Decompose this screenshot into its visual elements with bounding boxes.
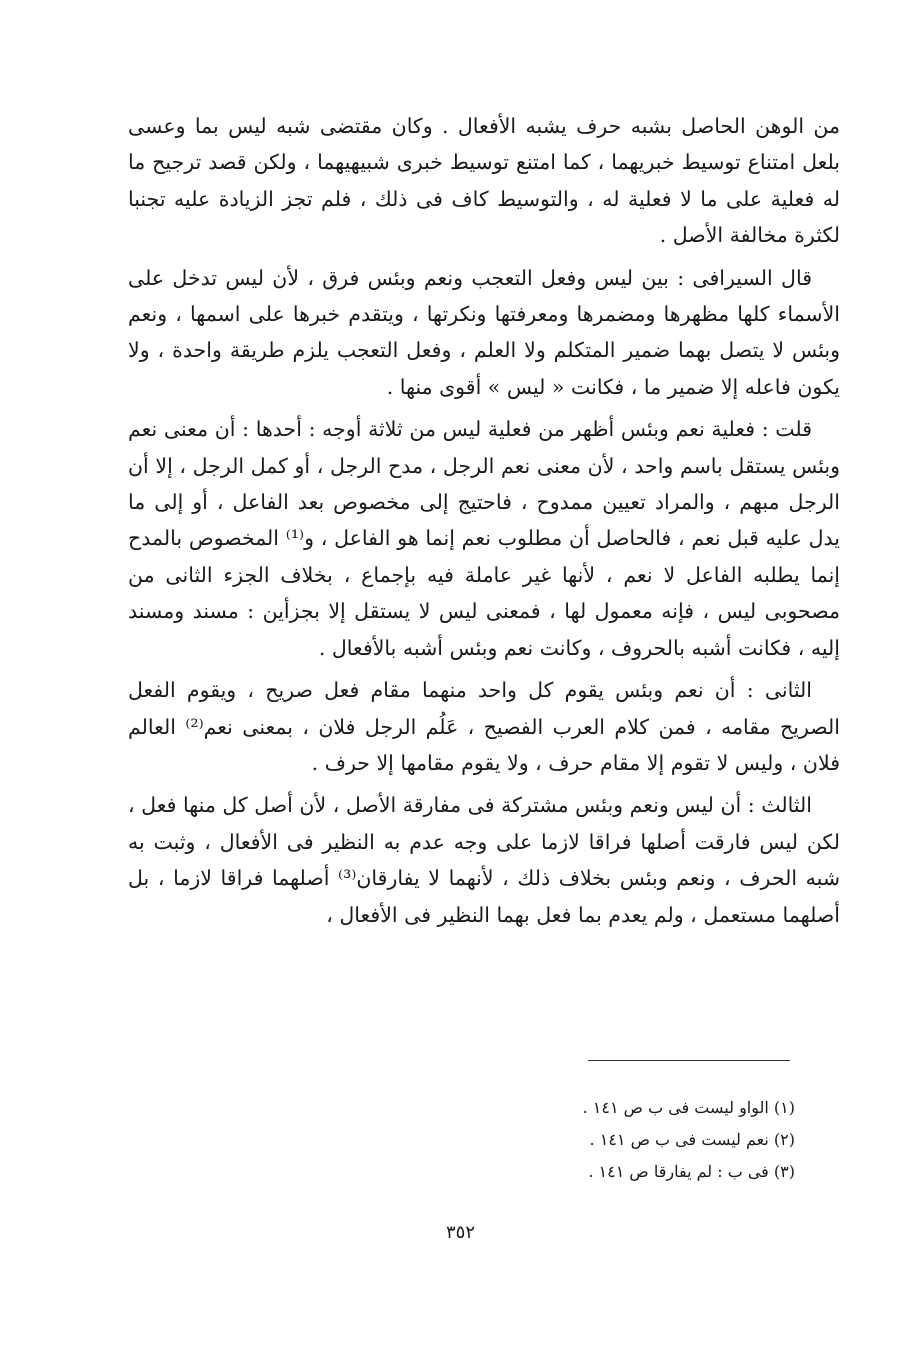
paragraph: الثانى : أن نعم وبئس يقوم كل واحد منهما مقام فعل صريح ، ويقوم الفعل الصريح مقامه ، فمن كلام العرب الفصيح ، عَلُم الرجل فلان ، بمعنى نعم⁽²⁾ العالم فلان ، وليس لا تقوم إلا مقام حرف ، ولا يقوم مقامها إلا حرف .: [128, 678, 840, 775]
footnote-1: (١) الواو ليست فى ب ص ١٤١ .: [582, 1098, 795, 1117]
page-number: ٣٥٢: [445, 1222, 475, 1243]
footnote-3: (٣) فى ب : لم يفارقا ص ١٤١ .: [588, 1162, 795, 1181]
footnotes: [195, 1092, 795, 1188]
footnote-divider: [588, 1060, 790, 1061]
main-text: [128, 108, 840, 933]
paragraph: من الوهن الحاصل بشبه حرف يشبه الأفعال . وكان مقتضى شبه ليس بما وعسى بلعل امتناع توسيط خبريهما ، كما امتنع توسيط خبرى شبيهيهما ، ولكن قصد ترجيح ما له فعلية على ما لا فعلية له ، والتوسيط كاف فى ذلك ، فلم تجز الزيادة عليه تجنبا لكثرة مخالفة الأصل .: [128, 114, 840, 248]
paragraph: قلت : فعلية نعم وبئس أظهر من فعلية ليس من ثلاثة أوجه : أحدها : أن معنى نعم وبئس يستقل باسم واحد ، لأن معنى نعم الرجل ، مدح الرجل ، أو كمل الرجل ، إلا أن الرجل مبهم ، والمراد تعيين ممدوح ، فاحتيج إلى مخصوص بعد الفاعل ، أو إلى ما يدل عليه قبل نعم ، فالحاصل أن مطلوب نعم إنما هو الفاعل ، و⁽¹⁾ المخصوص بالمدح إنما يطلبه الفاعل لا نعم ، لأنها غير عاملة فيه بإجماع ، بخلاف الجزء الثانى من مصحوبى ليس ، فإنه معمول لها ، فمعنى ليس لا يستقل إلا بجزأين : مسند ومسند إليه ، فكانت أشبه بالحروف ، وكانت نعم وبئس أشبه بالأفعال .: [128, 417, 840, 660]
paragraph: قال السيرافى : بين ليس وفعل التعجب ونعم وبئس فرق ، لأن ليس تدخل على الأسماء كلها مظهرها ومضمرها ومعرفتها ونكرتها ، ويتقدم خبرها على اسمها ، ونعم وبئس لا يتصل بهما ضمير المتكلم ولا العلم ، وفعل التعجب يلزم طريقة واحدة ، ولا يكون فاعله إلا ضمير ما ، فكانت « ليس » أقوى منها .: [128, 265, 840, 399]
footnote-2: (٢) نعم ليست فى ب ص ١٤١ .: [589, 1130, 795, 1149]
paragraph: الثالث : أن ليس ونعم وبئس مشتركة فى مفارقة الأصل ، لأن أصل كل منها فعل ، لكن ليس فارقت أصلها فراقا لازما على وجه عدم به النظير فى الأفعال ، وثبت به شبه الحرف ، ونعم وبئس بخلاف ذلك ، لأنهما لا يفارقان⁽³⁾ أصلهما فراقا لازما ، بل أصلهما مستعمل ، ولم يعدم بما فعل بهما النظير فى الأفعال ،: [128, 793, 840, 927]
